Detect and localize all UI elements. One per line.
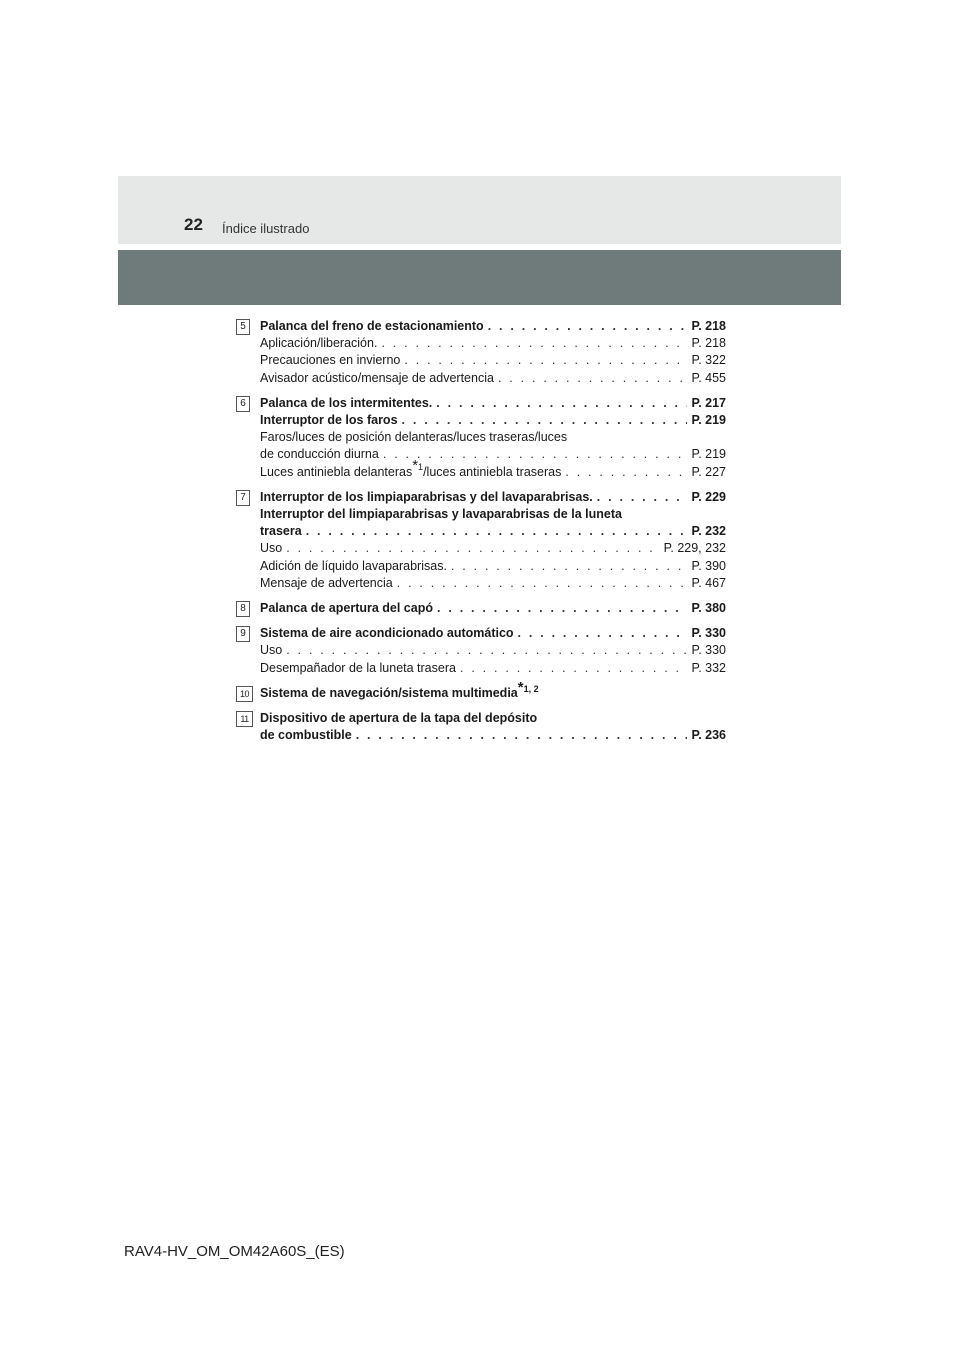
index-line-label	[260, 678, 539, 702]
leader-dots	[597, 489, 688, 506]
index-line-text: Dispositivo de apertura de la tapa del depósito	[260, 711, 538, 726]
index-line	[260, 558, 726, 575]
section-title: Índice ilustrado	[222, 221, 310, 236]
index-entry	[236, 489, 726, 592]
leader-dots	[437, 600, 687, 617]
leader-dots	[397, 575, 688, 592]
index-line	[260, 370, 726, 387]
item-number-badge: 7	[236, 490, 250, 506]
index-line-label	[260, 642, 282, 659]
index-line-text: Aplicación/liberación.	[260, 336, 378, 351]
page-reference: P. 229, 232	[663, 541, 726, 556]
index-content	[236, 318, 726, 752]
index-line-label	[260, 600, 433, 617]
index-entry	[236, 318, 726, 387]
index-line-label	[260, 429, 567, 446]
index-line-label	[260, 446, 379, 463]
index-line	[260, 457, 726, 481]
index-line-label	[260, 395, 432, 412]
index-entry	[236, 600, 726, 617]
page-reference: P. 219	[691, 413, 726, 428]
index-line	[260, 318, 726, 335]
index-entry	[236, 678, 726, 702]
page-reference: P. 217	[691, 395, 726, 410]
item-number-badge: 9	[236, 626, 250, 642]
index-line	[260, 429, 726, 446]
index-line	[260, 600, 726, 617]
index-line-text: de combustible	[260, 728, 352, 743]
page-reference: P. 322	[691, 353, 726, 368]
index-line-text: Precauciones en invierno	[260, 353, 401, 368]
leader-dots	[356, 727, 688, 744]
index-entry	[236, 710, 726, 744]
index-line	[260, 446, 726, 463]
leader-dots	[383, 446, 688, 463]
footnote-number: 1	[418, 462, 424, 473]
leader-dots	[451, 558, 688, 575]
index-line-text: Palanca de los intermitentes.	[260, 395, 433, 410]
page-reference: P. 229	[691, 489, 726, 504]
index-line	[260, 660, 726, 677]
index-entry	[236, 395, 726, 481]
index-line-text: Adición de líquido lavaparabrisas.	[260, 558, 447, 573]
index-line-label	[260, 457, 562, 481]
index-entry	[236, 625, 726, 677]
footnote-number: 1, 2	[523, 683, 539, 694]
header-band	[118, 250, 841, 305]
index-line-label	[260, 558, 447, 575]
page-reference: P. 330	[691, 626, 726, 641]
index-line-text: Uso	[260, 643, 283, 658]
index-line-label	[260, 625, 514, 642]
index-line-text: Faros/luces de posición delanteras/luces traseras/luces	[260, 430, 568, 445]
leader-dots	[381, 335, 687, 352]
document-code: RAV4-HV_OM_OM42A60S_(ES)	[124, 1243, 345, 1260]
index-line-label	[260, 506, 622, 523]
index-line	[260, 489, 726, 506]
index-line-label	[260, 540, 282, 557]
index-line	[260, 352, 726, 369]
index-line-label	[260, 710, 537, 727]
index-line-text: Interruptor de los faros	[260, 413, 398, 428]
index-line	[260, 710, 726, 727]
index-line-text: de conducción diurna	[260, 447, 379, 462]
page-reference: P. 236	[691, 728, 726, 743]
index-line	[260, 523, 726, 540]
leader-dots	[306, 523, 688, 540]
index-line	[260, 506, 726, 523]
index-line-label	[260, 352, 400, 369]
index-line	[260, 335, 726, 352]
leader-dots	[460, 660, 688, 677]
item-number-badge: 11	[236, 711, 253, 727]
index-line-label	[260, 370, 494, 387]
index-line	[260, 642, 726, 659]
leader-dots	[402, 412, 688, 429]
index-line	[260, 540, 726, 557]
page-reference: P. 332	[691, 660, 726, 675]
leader-dots	[518, 625, 688, 642]
leader-dots	[286, 642, 687, 659]
leader-dots	[488, 318, 688, 335]
footnote-marker: *1	[412, 457, 424, 475]
index-line-label	[260, 318, 484, 335]
leader-dots	[498, 370, 688, 387]
leader-dots	[436, 395, 687, 412]
item-number-badge: 8	[236, 601, 250, 617]
page-number: 22	[184, 215, 203, 234]
index-line	[260, 678, 726, 702]
page-reference: P. 227	[691, 464, 726, 479]
item-number-badge: 5	[236, 319, 250, 335]
footnote-marker: *1, 2	[517, 678, 539, 696]
index-line-label	[260, 523, 302, 540]
page-reference: P. 219	[691, 447, 726, 462]
index-line	[260, 727, 726, 744]
index-line-text: Palanca del freno de estacionamiento	[260, 319, 484, 333]
index-line-label	[260, 727, 352, 744]
index-line-text: Sistema de aire acondicionado automático	[260, 626, 514, 641]
index-line-text: Desempañador de la luneta trasera	[260, 660, 456, 675]
index-line-text: Palanca de apertura del capó	[260, 601, 433, 616]
index-line-text: Luces antiniebla delanteras	[260, 464, 413, 479]
index-line-text: Sistema de navegación/sistema multimedia	[260, 685, 518, 700]
leader-dots	[286, 540, 659, 557]
index-line-text-after: /luces antiniebla traseras	[423, 464, 562, 479]
leader-dots	[404, 352, 687, 369]
index-line	[260, 625, 726, 642]
page-reference: P. 390	[691, 558, 726, 573]
page-reference: P. 455	[691, 370, 726, 385]
index-line-text: trasera	[260, 524, 302, 539]
index-line-text: Mensaje de advertencia	[260, 575, 393, 590]
index-line-label	[260, 335, 377, 352]
index-line	[260, 412, 726, 429]
index-line-label	[260, 660, 456, 677]
leader-dots	[565, 464, 687, 481]
page-reference: P. 330	[691, 643, 726, 658]
page-reference: P. 218	[691, 336, 726, 351]
index-line-text: Uso	[260, 541, 283, 556]
page-reference: P. 232	[691, 524, 726, 539]
item-number-badge: 6	[236, 396, 250, 412]
page-reference: P. 218	[691, 319, 726, 333]
index-line-text: Interruptor de los limpiaparabrisas y del lavaparabrisas.	[260, 489, 593, 504]
index-line	[260, 575, 726, 592]
page-reference: P. 380	[691, 601, 726, 616]
index-line-label	[260, 575, 393, 592]
index-line-text: Avisador acústico/mensaje de advertencia	[260, 370, 494, 385]
index-line-text: Interruptor del limpiaparabrisas y lavaparabrisas de la luneta	[260, 507, 622, 522]
item-number-badge: 10	[236, 686, 253, 702]
index-line-label	[260, 412, 398, 429]
index-line-label	[260, 489, 593, 506]
page-reference: P. 467	[691, 575, 726, 590]
index-line	[260, 395, 726, 412]
